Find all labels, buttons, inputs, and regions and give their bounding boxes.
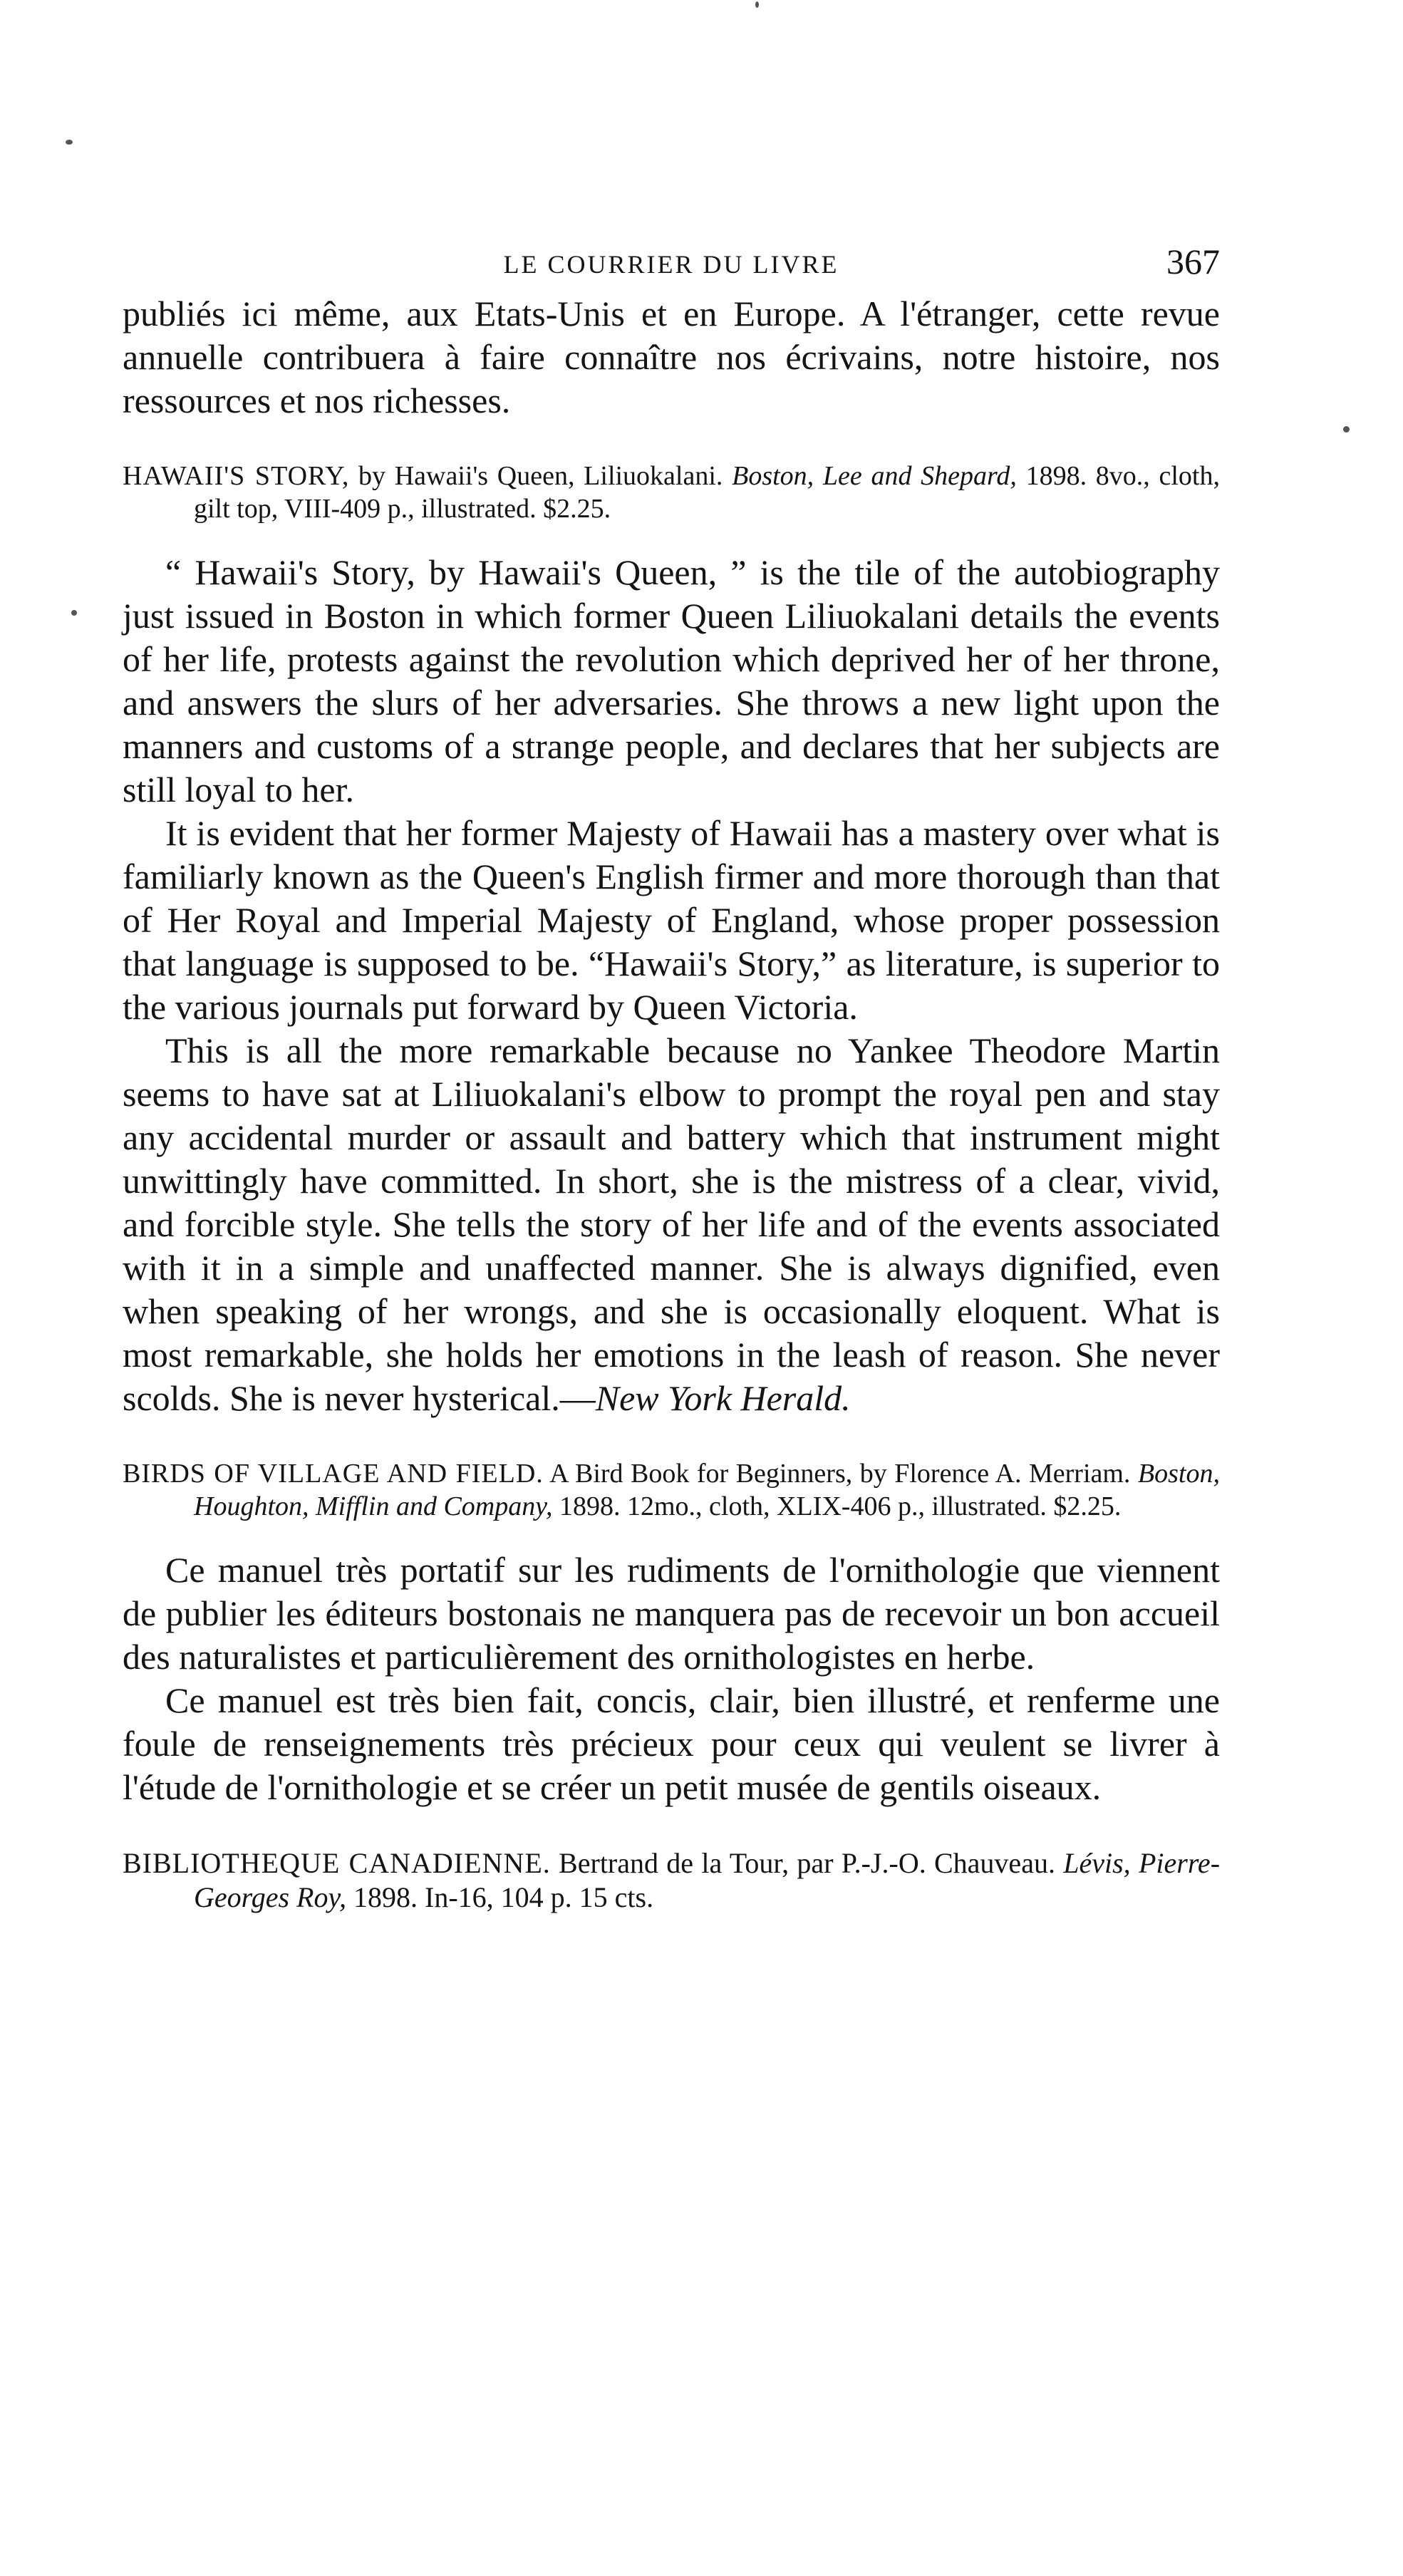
entry-author: A Bird Book for Beginners, by Florence A. Merriam. <box>543 1459 1138 1489</box>
scan-speck <box>66 140 73 145</box>
book-page <box>123 235 1220 1915</box>
entry-title: BIBLIOTHEQUE CANADIENNE. <box>123 1847 551 1879</box>
review-paragraph: Ce manuel est très bien fait, concis, clair, bien illustré, et renferme une foule de renseignements très précieux pour ceux qui veulent se livrer à l'étude de l'ornithologie et se créer un petit musée de gentils oiseaux. <box>123 1680 1220 1807</box>
entry-place: Boston, <box>1137 1459 1220 1489</box>
running-title: LE COURRIER DU LIVRE <box>503 250 839 279</box>
entry-publisher: Lee and Shepard, <box>822 461 1017 491</box>
entry-place: Boston, <box>732 461 814 491</box>
entry-author: Bertrand de la Tour, par P.-J.-O. Chauveau. <box>550 1847 1064 1879</box>
entry-author: by Hawaii's Queen, Liliuokalani. <box>349 461 732 491</box>
intro-paragraph: publiés ici même, aux Etats-Unis et en Europe. A l'étranger, cette revue annuelle contribuera à faire connaître nos écrivains, notre histoire, nos ressources et nos richesses. <box>123 294 1220 420</box>
page-number: 367 <box>1166 242 1220 281</box>
review-paragraph: Ce manuel très portatif sur les rudiments de l'ornithologie que viennent de publier les éditeurs bostonais ne manquera pas de recevoir un bon accueil des naturalistes et particulièrement des ornithologistes en herbe. <box>123 1550 1220 1677</box>
entry-details: 1898. 12mo., cloth, XLIX-406 p., illustrated. $2.25. <box>552 1491 1122 1521</box>
review-paragraph: It is evident that her former Majesty of Hawaii has a mastery over what is familiarly known as the Queen's English firmer and more thorough than that of Her Royal and Imperial Majesty of England, whose proper possession that language is supposed to be. “Hawaii's Story,” as literature, is superior to the various journals put forward by Queen Victoria. <box>123 813 1220 1027</box>
bibliographic-entry <box>123 1457 1220 1523</box>
entry-publisher: Pierre-Georges Roy, <box>194 1847 1221 1913</box>
bibliographic-entry <box>123 1846 1220 1915</box>
entry-place: Lévis, <box>1063 1847 1131 1879</box>
entry-publisher: Houghton, Mifflin and Company, <box>194 1491 553 1521</box>
scan-speck <box>1343 426 1350 433</box>
entry-title: BIRDS OF VILLAGE AND FIELD. <box>123 1459 544 1489</box>
review-source: New York Herald. <box>595 1378 851 1418</box>
entry-details: 1898. 8vo., cloth, gilt top, VIII-409 p., illustrated. $2.25. <box>194 461 1220 524</box>
review-paragraph: “ Hawaii's Story, by Hawaii's Queen, ” is the tile of the autobiography just issued in Boston in which former Queen Liliuokalani details the events of her life, protests against the revolution which deprived her of her throne, and answers the slurs of her adversaries. She throws a new light upon the manners and customs of a strange people, and declares that her subjects are still loyal to her. <box>123 552 1220 809</box>
running-head <box>123 235 1220 292</box>
scan-speck <box>755 1 759 8</box>
review-paragraph: This is all the more remarkable because no Yankee Theodore Martin seems to have sat at Liliuokalani's elbow to prompt the royal pen and stay any accidental murder or assault and battery which that instrument might unwittingly have committed. In short, she is the mistress of a clear, vivid, and forcible style. She tells the story of her life and of the events associated with it in a simple and unaffected manner. She is always dignified, even when speaking of her wrongs, and she is occasionally eloquent. What is most remarkable, she holds her emotions in the leash of reason. She never scolds. She is never hysterical.—New York Herald. <box>123 1030 1220 1418</box>
bibliographic-entry <box>123 460 1220 525</box>
scan-speck <box>71 610 77 616</box>
entry-title: HAWAII'S STORY, <box>123 461 350 491</box>
entry-details: 1898. In-16, 104 p. 15 cts. <box>346 1881 654 1913</box>
